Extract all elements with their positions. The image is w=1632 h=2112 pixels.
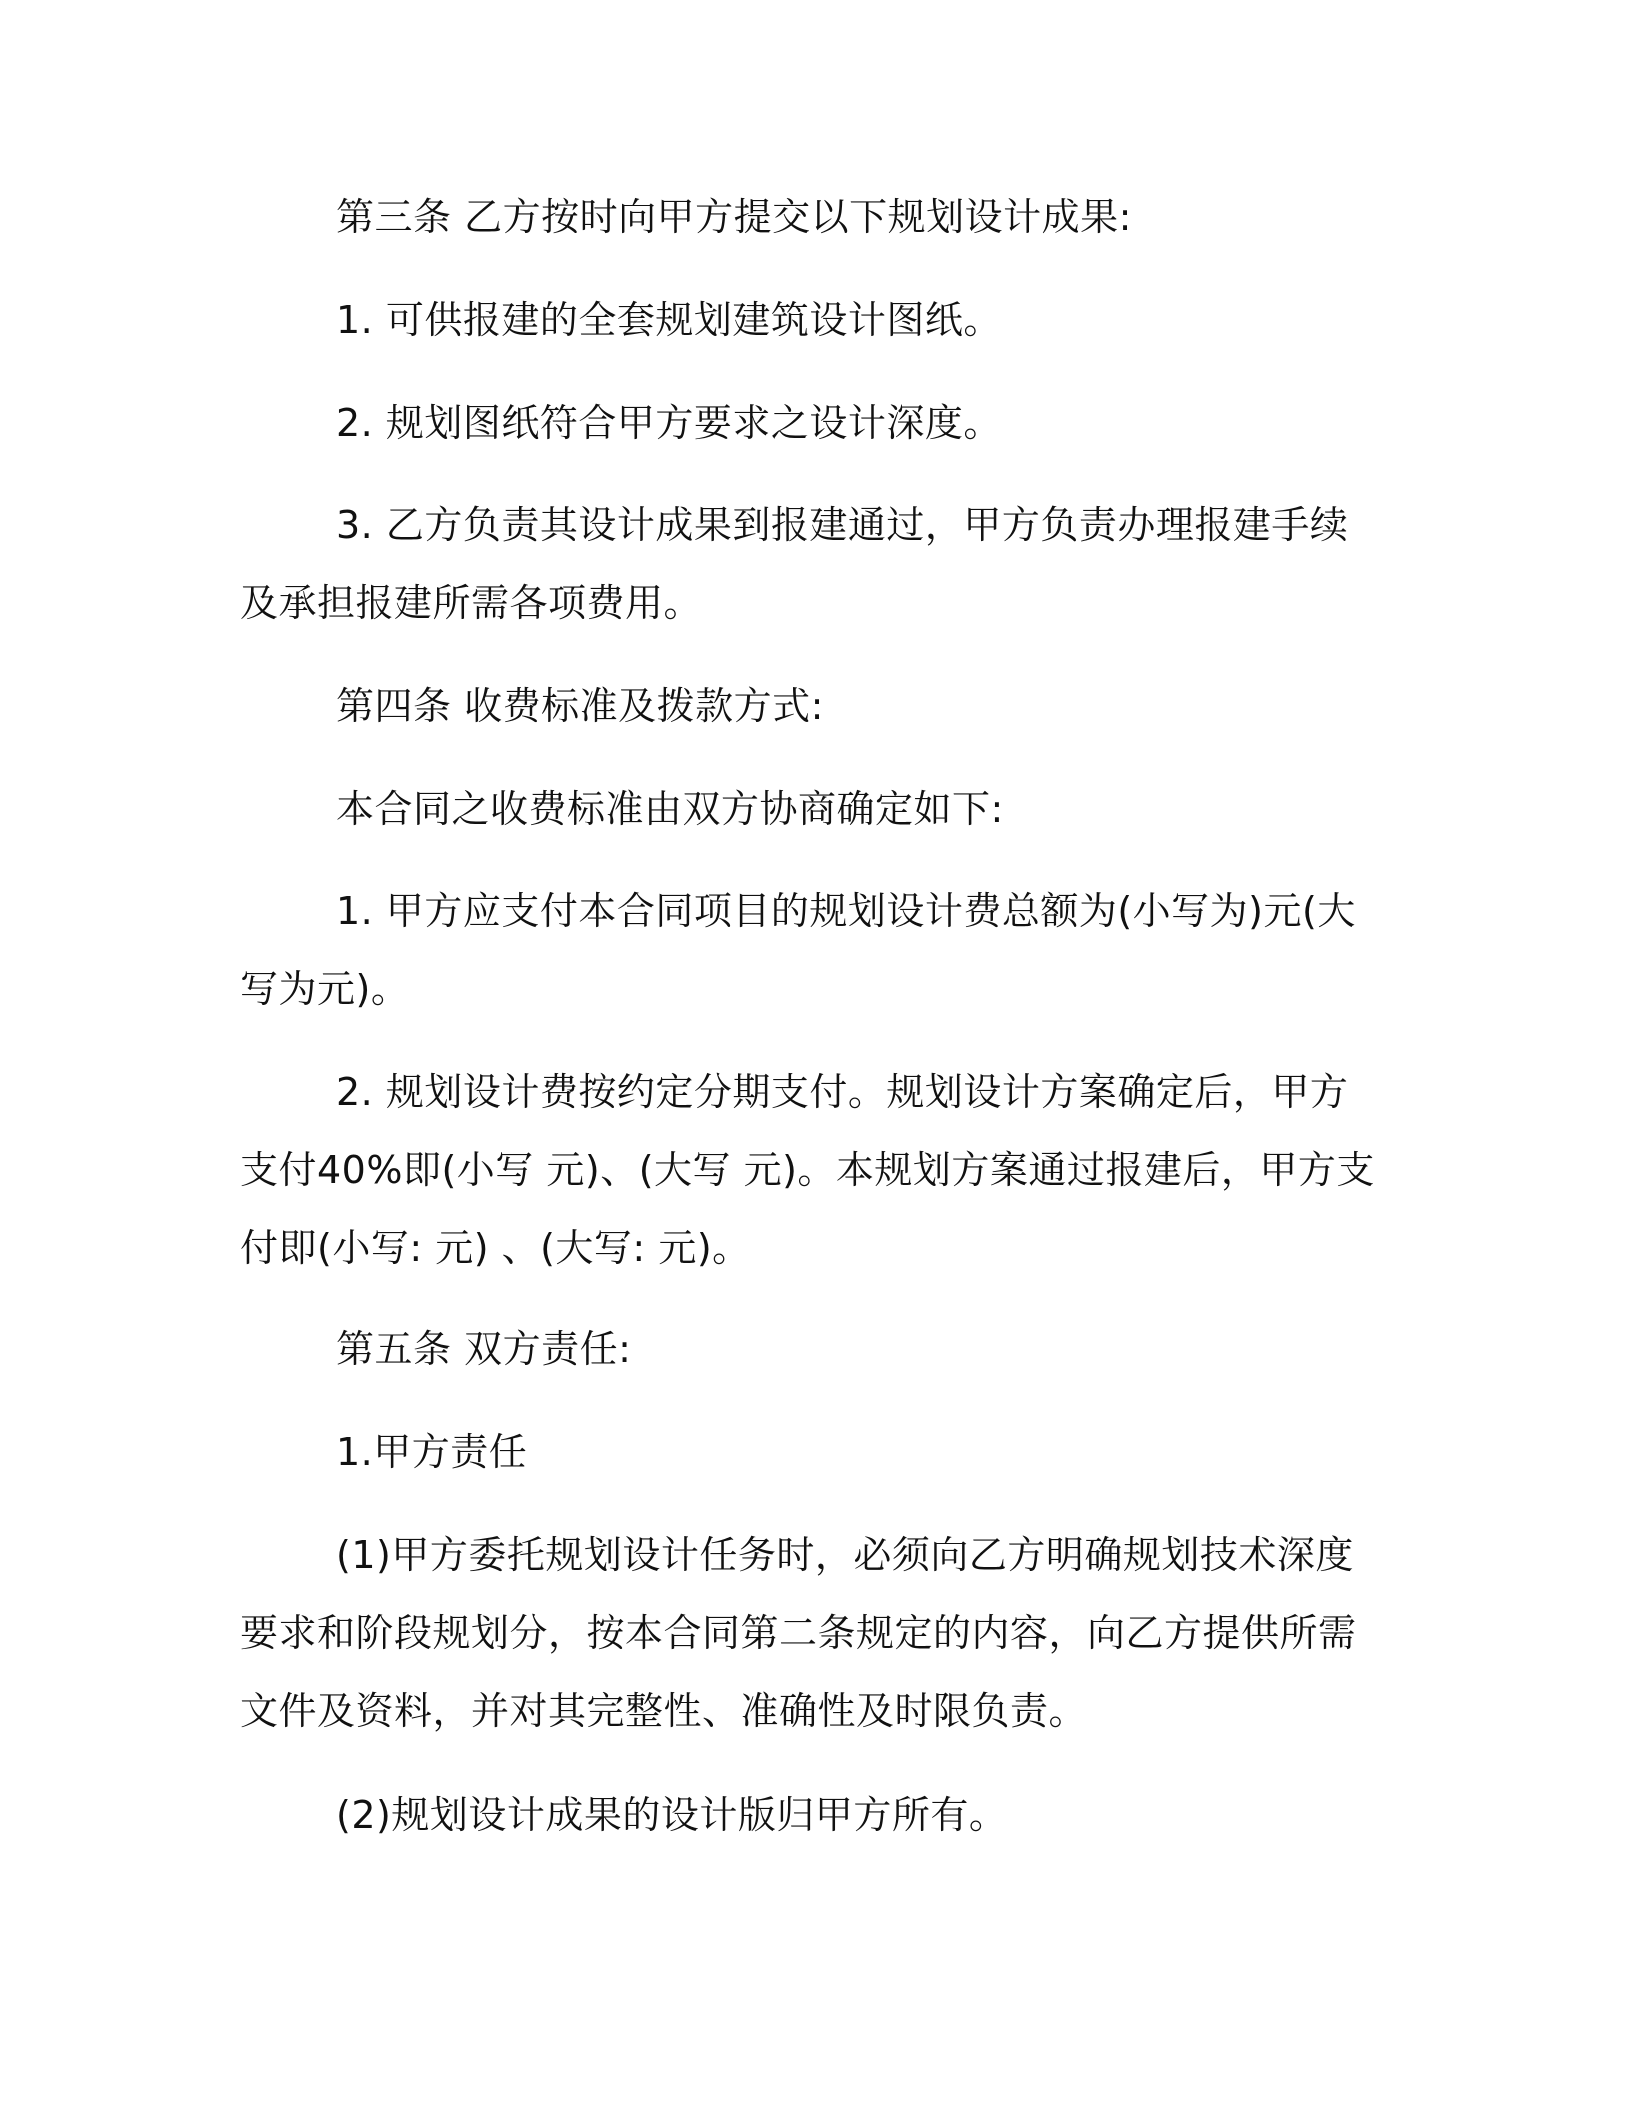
article-3-item-1: 1. 可供报建的全套规划建筑设计图纸。	[336, 298, 1002, 342]
article-5-party-a-heading: 1.甲方责任	[336, 1430, 528, 1474]
article-3-item-2: 2. 规划图纸符合甲方要求之设计深度。	[336, 401, 1002, 445]
article-4-heading: 第四条 收费标准及拨款方式:	[336, 684, 824, 728]
article-5-party-a-item-2: (2)规划设计成果的设计版归甲方所有。	[336, 1793, 1008, 1837]
article-3-heading: 第三条 乙方按时向甲方提交以下规划设计成果:	[336, 195, 1132, 239]
article-4-item-2: 2. 规划设计费按约定分期支付。规划设计方案确定后，甲方支付40%即(小写 元)、(大写 元)。本规划方案通过报建后，甲方支付即(小写: 元) 、(大写: 元)。	[240, 1070, 1375, 1270]
article-3-item-3: 3. 乙方负责其设计成果到报建通过，甲方负责办理报建手续及承担报建所需各项费用。	[240, 503, 1349, 625]
article-4-item-1: 1. 甲方应支付本合同项目的规划设计费总额为(小写为)元(大写为元)。	[240, 889, 1356, 1011]
article-5-party-a-item-1: (1)甲方委托规划设计任务时，必须向乙方明确规划技术深度要求和阶段规划分，按本合同第二条规定的内容，向乙方提供所需文件及资料，并对其完整性、准确性及时限负责。	[240, 1533, 1357, 1733]
article-4-intro: 本合同之收费标准由双方协商确定如下:	[336, 787, 1004, 831]
article-5-heading: 第五条 双方责任:	[336, 1327, 632, 1371]
